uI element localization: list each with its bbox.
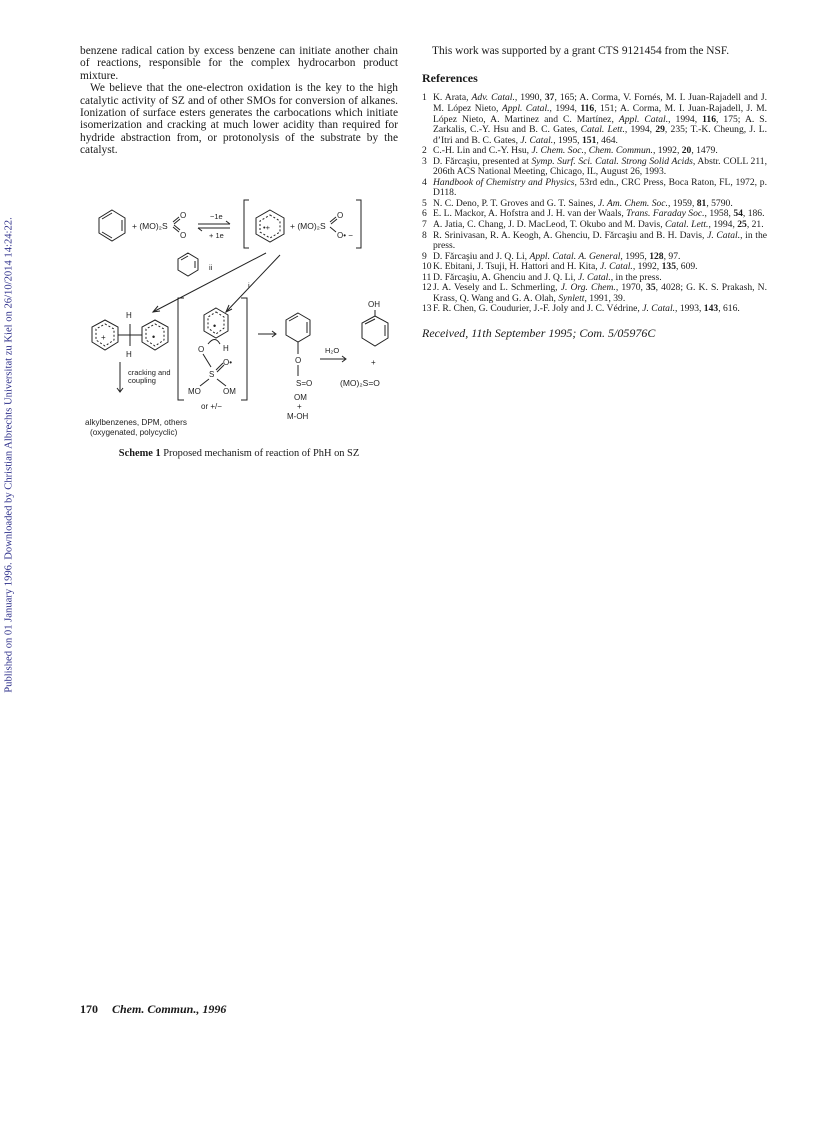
- om-label: OM: [294, 393, 307, 402]
- plus-sign-2: +: [371, 358, 376, 367]
- hydroxyl: OH: [368, 300, 380, 309]
- metal-hydroxide: M-OH: [287, 412, 309, 421]
- reference-text: J. A. Vesely and L. Schmerling, J. Org. Chem., 1970, 35, 4028; G. K. S. Prakash, N. Krass, Q. Wang and G. A. Olah, Synlett, 1991, 39.: [433, 282, 767, 304]
- plus-electron: + 1e: [209, 231, 224, 240]
- hydrogen-bottom: H: [126, 350, 132, 359]
- acknowledgement: This work was supported by a grant CTS 9121454 from the NSF.: [432, 45, 730, 57]
- reference-text: R. Srinivasan, R. A. Keogh, A. Ghenciu, D. Fărcaşiu and B. H. Davis, J. Catal., in the press.: [433, 229, 767, 252]
- cracking-label: cracking and: [128, 368, 171, 377]
- plus-sign-1: +: [297, 402, 302, 411]
- scheme-caption: [80, 448, 398, 459]
- mo2s-label-2: + (MO)₂S: [290, 221, 326, 231]
- caption-label: Scheme 1: [118, 448, 161, 459]
- reference-item: [422, 93, 767, 146]
- page-number: 170: [80, 1002, 98, 1016]
- sulfate-byproduct: (MO)₂S=O: [340, 378, 380, 388]
- left-column: [80, 45, 398, 157]
- reference-item: [422, 283, 767, 304]
- step-ii: ii: [209, 263, 213, 272]
- reaction-scheme: [80, 195, 398, 445]
- journal-name: Chem. Commun., 1996: [112, 1002, 227, 1016]
- scheme-drawing: [80, 195, 398, 445]
- reference-number: 1: [422, 92, 427, 104]
- reference-text: D. Fărcaşiu, A. Ghenciu and J. Q. Li, J. Catal., in the press.: [433, 271, 662, 283]
- reference-number: 12: [422, 282, 432, 294]
- ester-oxygen: O: [198, 345, 205, 354]
- download-watermark: [0, 205, 16, 705]
- benzene-ring: [99, 210, 125, 241]
- reference-text: K. Arata, Adv. Catal., 1990, 37, 165; A. Corma, V. Fornés, M. I. Juan-Rajadell and J. M. López Nieto, Appl. Catal., 1994, 116, 151; A. Corma, M. I. Juan-Rajadell, J. M. López Nieto, A. Martinez and C. Martínez, Appl. Catal., 1994, 116, 175; A. S. Zarkalis, C.-Y. Hsu and B. C. Gates, Catal. Lett., 1994, 29, 235; T.-K. Cheung, J. L. d’Itri and B. C. Gates, J. Catal., 1995, 151, 464.: [433, 92, 768, 146]
- reference-text: N. C. Deno, P. T. Groves and G. T. Saines, J. Am. Chem. Soc., 1959, 81, 5790.: [433, 197, 733, 209]
- download-watermark-text: Published on 01 January 1996. Downloaded by Christian Albrechts Universitat zu Kiel on 26/10/2014 14:24:22.: [3, 217, 15, 693]
- ester-sulfur: S: [209, 370, 215, 379]
- reference-text: D. Fărcaşiu, presented at Symp. Surf. Sci. Catal. Strong Solid Acids, Abstr. COLL 211, 206th ACS National Meeting, Chicago, IL, August 26, 1993.: [433, 155, 767, 178]
- radical-oxygen-2: O• −: [337, 231, 353, 240]
- products-line-2: (oxygenated, polycyclic): [90, 428, 178, 437]
- oxygen-1: O: [180, 211, 187, 220]
- radical-oxygen-1: O: [337, 211, 344, 220]
- ester-radical: •: [213, 321, 217, 331]
- reference-number: 7: [422, 218, 427, 230]
- ester-mo: MO: [188, 387, 201, 396]
- reference-text: C.-H. Lin and C.-Y. Hsu, J. Chem. Soc., Chem. Commun., 1992, 20, 1479.: [433, 145, 718, 157]
- water-label: H₂O: [325, 346, 340, 355]
- caption-text: Proposed mechanism of reaction of PhH on SZ: [160, 448, 360, 459]
- page-footer: [80, 1002, 226, 1017]
- link-oxygen: O: [295, 356, 302, 365]
- reference-item: [422, 231, 767, 252]
- reference-number: 5: [422, 197, 427, 209]
- received-line: Received, 11th September 1995; Com. 5/05976C: [422, 325, 656, 340]
- ester-hydrogen: H: [223, 344, 229, 353]
- radical-in-ring: •: [152, 332, 156, 342]
- reference-number: 10: [422, 261, 432, 273]
- coupling-label: coupling: [128, 376, 156, 385]
- reference-text: E. L. Mackor, A. Hofstra and J. H. van der Waals, Trans. Faraday Soc., 1958, 54, 186.: [433, 208, 765, 220]
- reference-number: 6: [422, 208, 427, 220]
- references-heading: References: [422, 71, 478, 86]
- reference-text: Handbook of Chemistry and Physics, 53rd edn., CRC Press, Boca Raton, FL, 1972, p. D118.: [433, 176, 767, 199]
- oxygen-2: O: [180, 231, 187, 240]
- reference-text: D. Fărcaşiu and J. Q. Li, Appl. Catal. A. General, 1995, 128, 97.: [433, 250, 681, 262]
- reference-item: [422, 178, 767, 199]
- sulfonyl: S=O: [296, 379, 313, 388]
- reference-item: [422, 157, 767, 178]
- cation-in-ring: +: [101, 333, 106, 342]
- radical-cation-mark: •+: [263, 223, 271, 232]
- ester-oxygen-radical: O•: [223, 358, 233, 367]
- right-column: [422, 45, 767, 341]
- reference-item: [422, 304, 767, 315]
- reference-text: F. R. Chen, G. Coudurier, J.-F. Joly and J. C. Védrine, J. Catal., 1993, 143, 616.: [433, 303, 740, 315]
- mo2s-label-1: + (MO)₂S: [132, 221, 168, 231]
- reference-number: 13: [422, 303, 432, 315]
- ester-om: OM: [223, 387, 236, 396]
- reference-number: 3: [422, 155, 427, 167]
- paragraph-1: benzene radical cation by excess benzene can initiate another chain of reactions, responsible for the complex hydrocarbon product mixture.: [80, 45, 398, 82]
- reference-number: 9: [422, 250, 427, 262]
- step-i: i: [248, 281, 250, 290]
- paragraph-2: We believe that the one-electron oxidation is the key to the high catalytic activity of SZ and of other SMOs for conversion of alkanes. Ionization of surface esters generates the carbocations which initiate isomerization and cracking at much lower acidity than required for hydride abstraction from, or protonolysis of the substrate by the catalyst.: [80, 82, 398, 157]
- reference-number: 2: [422, 145, 427, 157]
- reference-list: [422, 93, 767, 314]
- hydrogen-top: H: [126, 311, 132, 320]
- reference-text: K. Ebitani, J. Tsuji, H. Hattori and H. Kita, J. Catal., 1992, 135, 609.: [433, 261, 698, 273]
- or-plus-minus: or +/−: [201, 402, 222, 411]
- products-line-1: alkylbenzenes, DPM, others: [85, 418, 187, 427]
- reference-number: 4: [422, 176, 427, 188]
- reference-text: A. Jatia, C. Chang, J. D. MacLeod, T. Okubo and M. Davis, Catal. Lett., 1994, 25, 21.: [433, 218, 764, 230]
- reference-number: 8: [422, 229, 427, 241]
- minus-electron: −1e: [210, 212, 223, 221]
- reference-number: 11: [422, 271, 432, 283]
